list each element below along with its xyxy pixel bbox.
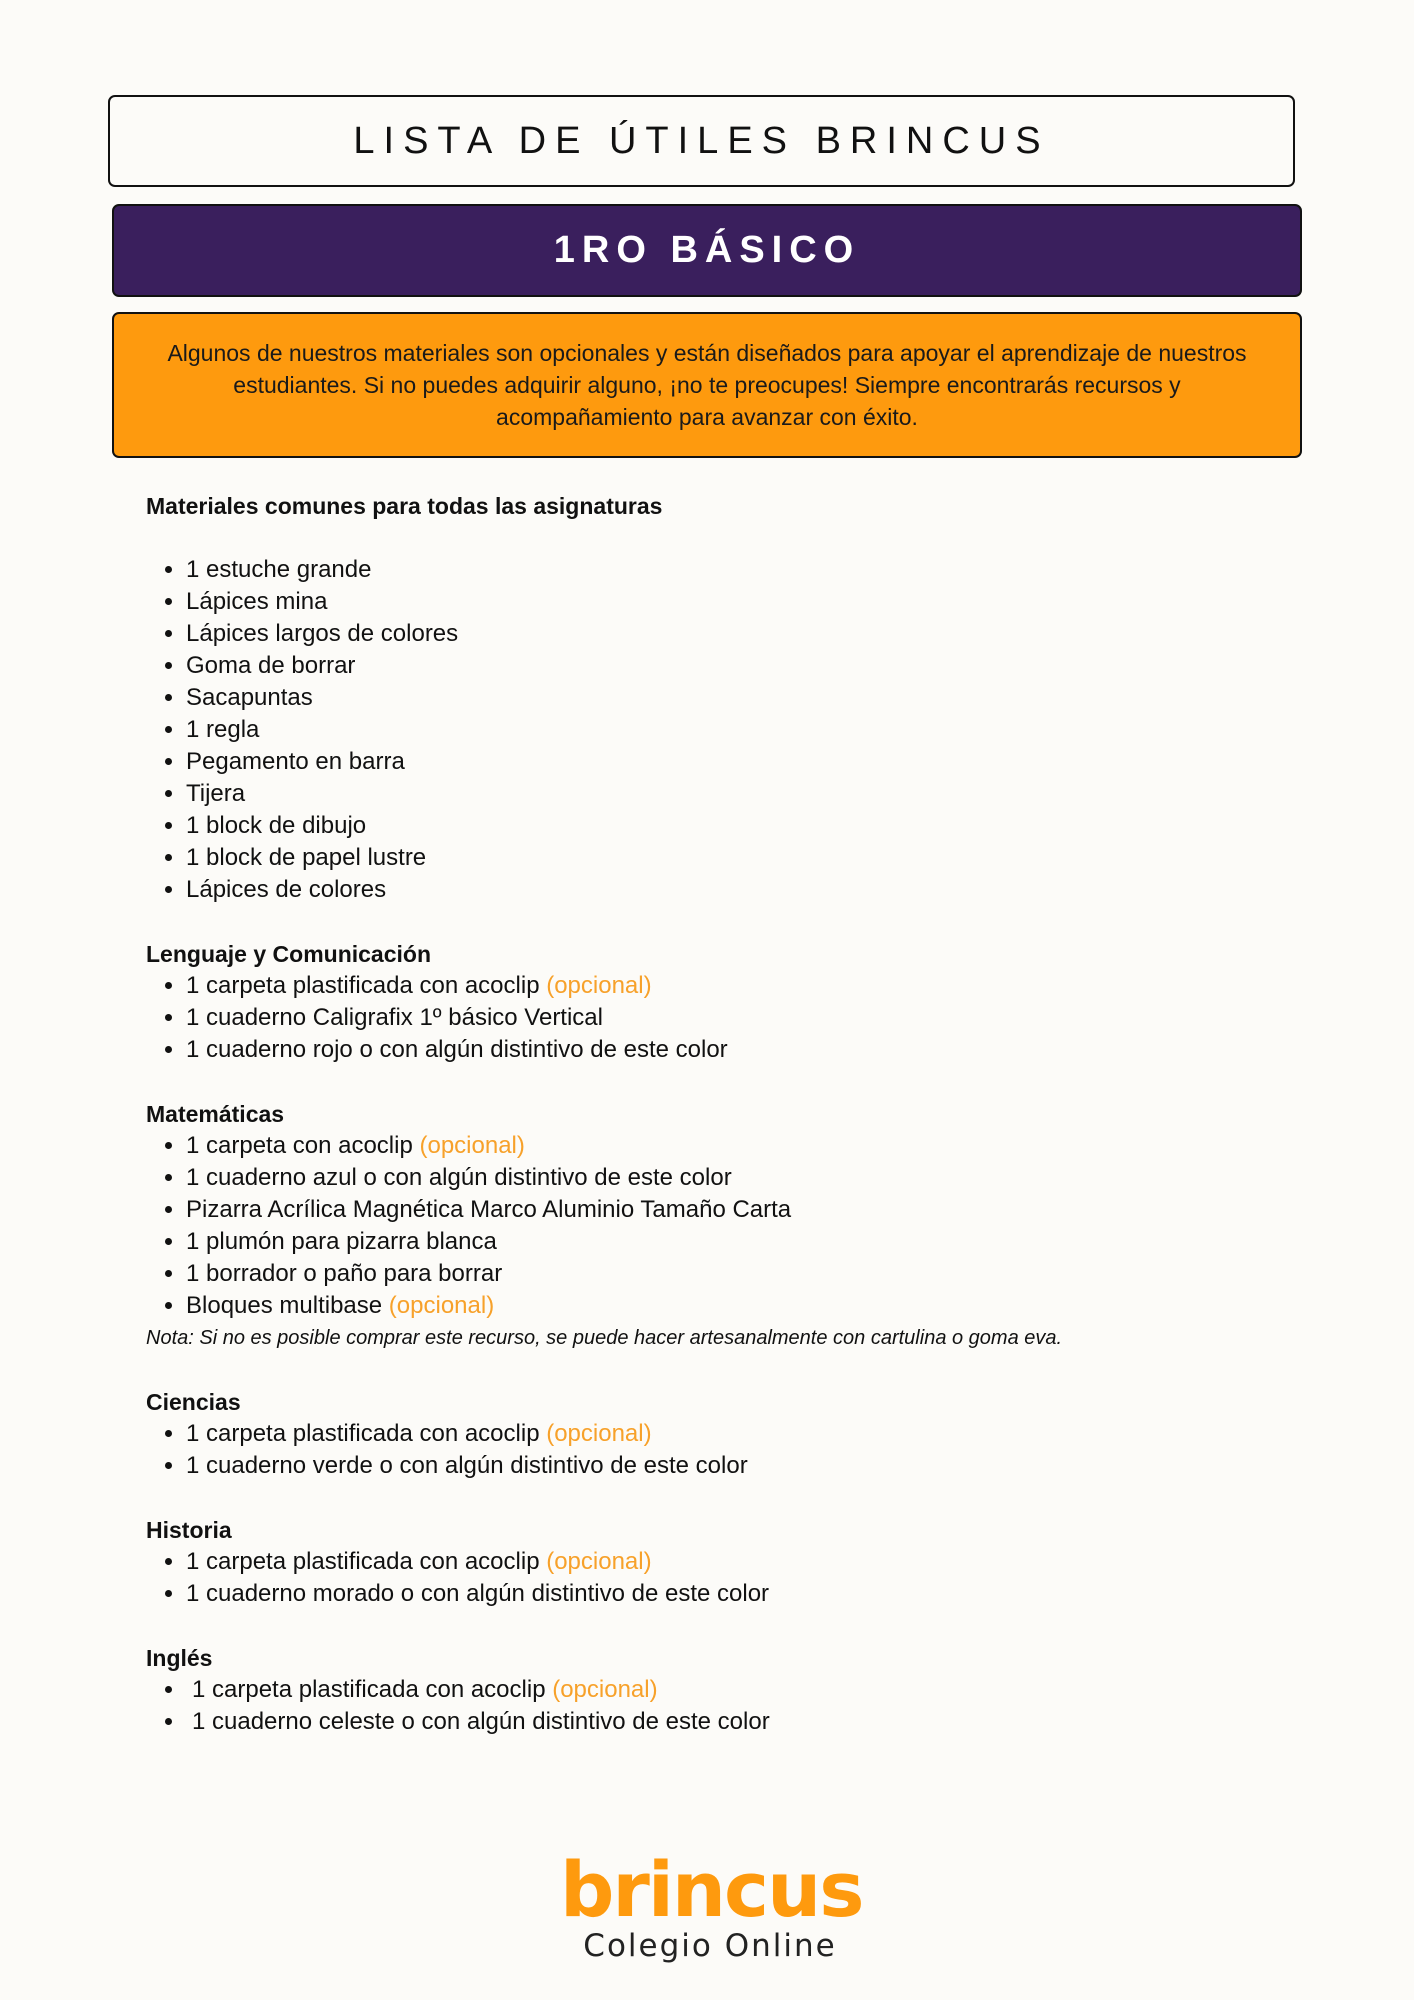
list-item: • Lápices de colores (186, 874, 1296, 906)
list-item: • Tijera (186, 778, 1296, 810)
optional-tag: (opcional) (419, 1132, 525, 1159)
optional-tag: (opcional) (546, 972, 652, 999)
list-item: • 1 cuaderno morado o con algún distintivo de este color (186, 1578, 1296, 1610)
list-item: • Goma de borrar (186, 650, 1296, 682)
list-item (186, 1290, 1296, 1322)
item-text: Bloques multibase (186, 1292, 383, 1319)
section-title-ingles: Inglés (146, 1645, 213, 1671)
list-item: • 1 cuaderno verde o con algún distintivo de este color (186, 1450, 1296, 1482)
optional-tag: (opcional) (552, 1676, 658, 1703)
brincus-logo (560, 1845, 863, 1964)
list-item: • 1 cuaderno rojo o con algún distintivo de este color (186, 1034, 1296, 1066)
optional-notice: Algunos de nuestros materiales son opcionales y están diseñados para apoyar el aprendizaje de nuestros estudiantes. Si no puedes adquirir alguno, ¡no te preocupes! Siempre encontrarás recursos y acompañamiento para avanzar con éxito. (112, 312, 1302, 458)
list-item: • 1 borrador o paño para borrar (186, 1258, 1296, 1290)
list-ingles (146, 1674, 1296, 1738)
document-title: LISTA DE ÚTILES BRINCUS (108, 95, 1295, 187)
list-item: • 1 block de papel lustre (186, 842, 1296, 874)
list-item (186, 970, 1296, 1002)
list-item: • 1 cuaderno azul o con algún distintivo de este color (186, 1162, 1296, 1194)
list-item (186, 1546, 1296, 1578)
grade-banner: 1RO BÁSICO (112, 204, 1302, 297)
logo-tagline: Colegio Online (583, 1928, 837, 1964)
item-text: 1 carpeta plastificada con acoclip (186, 1548, 540, 1575)
optional-tag: (opcional) (546, 1548, 652, 1575)
optional-tag: (opcional) (546, 1420, 652, 1447)
item-text: 1 carpeta plastificada con acoclip (192, 1676, 546, 1703)
item-text: 1 carpeta plastificada con acoclip (186, 972, 540, 999)
logo-wordmark: brincus (560, 1845, 863, 1934)
item-text: 1 carpeta plastificada con acoclip (186, 1420, 540, 1447)
list-item: • Lápices largos de colores (186, 618, 1296, 650)
list-item: • 1 plumón para pizarra blanca (186, 1226, 1296, 1258)
list-ciencias (146, 1418, 1296, 1482)
section-title-historia: Historia (146, 1517, 232, 1543)
list-item (186, 1130, 1296, 1162)
list-historia (146, 1546, 1296, 1610)
list-item: • 1 cuaderno celeste o con algún distintivo de este color (186, 1706, 1296, 1738)
list-item: • 1 estuche grande (186, 554, 1296, 586)
item-text: 1 carpeta con acoclip (186, 1132, 413, 1159)
supply-list (146, 490, 1296, 1738)
list-comunes (146, 554, 1296, 906)
list-lenguaje (146, 970, 1296, 1066)
list-item: • 1 regla (186, 714, 1296, 746)
note-matematicas: Nota: Si no es posible comprar este recurso, se puede hacer artesanalmente con cartulina o goma eva. (146, 1327, 1063, 1349)
list-item (186, 1418, 1296, 1450)
list-item: • Pegamento en barra (186, 746, 1296, 778)
list-item (186, 1674, 1296, 1706)
section-title-lenguaje: Lenguaje y Comunicación (146, 941, 431, 967)
list-matematicas (146, 1130, 1296, 1322)
section-title-comunes: Materiales comunes para todas las asignaturas (146, 493, 663, 519)
section-title-matematicas: Matemáticas (146, 1101, 285, 1127)
list-item: • Lápices mina (186, 586, 1296, 618)
list-item: • 1 block de dibujo (186, 810, 1296, 842)
list-item: • 1 cuaderno Caligrafix 1º básico Vertical (186, 1002, 1296, 1034)
list-item: • Sacapuntas (186, 682, 1296, 714)
list-item: • Pizarra Acrílica Magnética Marco Aluminio Tamaño Carta (186, 1194, 1296, 1226)
section-title-ciencias: Ciencias (146, 1389, 241, 1415)
optional-tag: (opcional) (388, 1292, 495, 1319)
